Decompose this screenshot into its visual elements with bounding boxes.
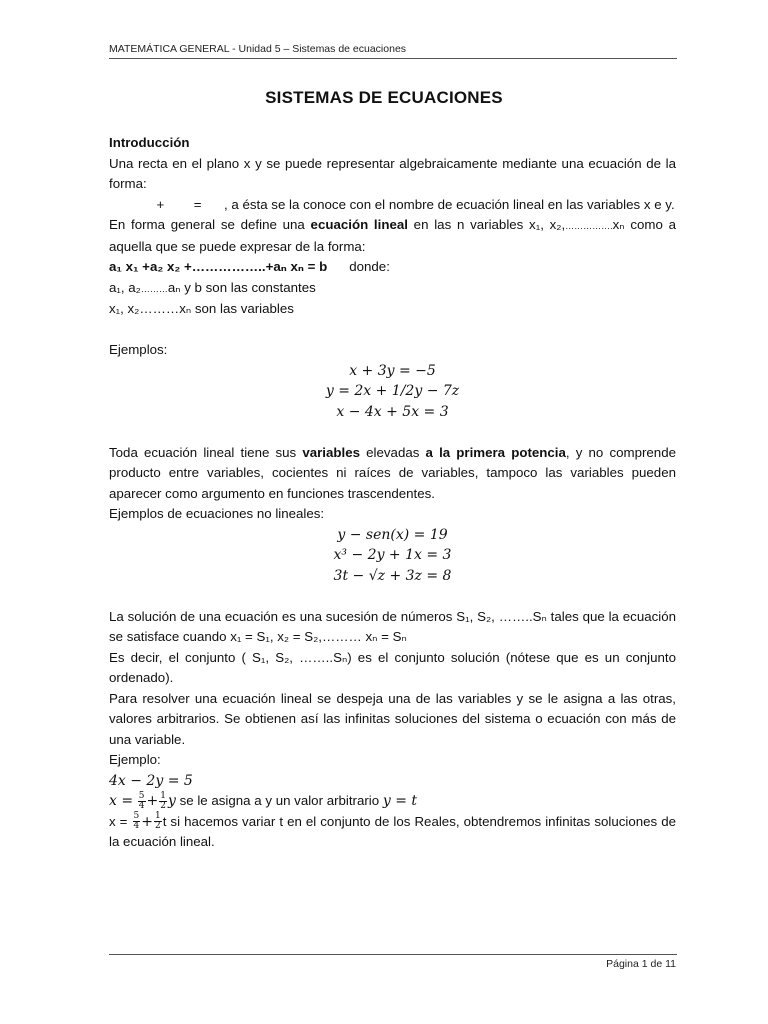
example-solution-line-1: x = $\frac{5}{4}$ + $\frac{1}{2}$ y se le asigna a y un valor arbitrario y = t — [109, 790, 418, 811]
examples-heading: Ejemplos: — [109, 342, 168, 357]
fraction-one-half: $\frac{1}{2}$ — [160, 790, 166, 811]
fraction-one-half: $\frac{1}{2}$ — [154, 811, 161, 832]
linear-form-line: + = , a ésta se la conoce con el nombre de ecuación lineal en las variables x e y. — [156, 196, 675, 212]
solution-paragraph-3: Para resolver una ecuación lineal se despeja una de las variables y se le asigna a las otras, valores arbitrarios. Se obtienen así las infinitas soluciones del sistema o ecuación con más de una variable. — [109, 690, 676, 747]
general-definition-paragraph: En forma general se define una ecuación lineal en las n variables x₁, x₂,…………….xₙ como a aquella que se puede expresar de la forma: — [109, 217, 677, 254]
nonlinear-equation-3: 3t − √z + 3z = 8 — [333, 567, 452, 584]
fraction-five-fourths: $\frac{5}{4}$ — [133, 811, 140, 832]
example-equation-1: x + 3y = −5 — [349, 362, 436, 379]
example-heading: Ejemplo: — [109, 752, 161, 767]
linear-definition-paragraph: Toda ecuación lineal tiene sus variables elevadas a la primera potencia, y no comprende producto entre variables, cocientes ni raíces de variables, tampoco las variables pueden aparecer como argumento en funciones trascendentes. — [109, 444, 676, 501]
example-equation-2: y = 2x + 1/2y − 7z — [325, 383, 460, 399]
nonlinear-heading: Ejemplos de ecuaciones no lineales: — [109, 506, 325, 521]
page-header: MATEMÁTICA GENERAL - Unidad 5 – Sistemas de ecuaciones — [109, 43, 677, 59]
example-equation-3: x − 4x + 5x = 3 — [336, 403, 449, 420]
section-heading-intro: Introducción — [109, 135, 190, 150]
example-equation: 4x − 2y = 5 — [109, 772, 193, 789]
solution-paragraph-1: La solución de una ecuación es una sucesión de números S₁, S₂, ……..Sₙ tales que la ecuación se satisface cuando x₁ = S₁, x₂ = S₂,……… xₙ = Sₙ — [109, 608, 676, 644]
constants-line: a₁, a₂………aₙ y b son las constantes — [109, 279, 316, 295]
intro-paragraph: Una recta en el plano x y se puede representar algebraicamente mediante una ecuación de la forma: — [109, 155, 676, 191]
document-title: SISTEMAS DE ECUACIONES — [265, 88, 503, 107]
document-body — [109, 133, 676, 853]
page-number: Página 1 de 11 — [606, 958, 676, 970]
nonlinear-equation-1: y − sen(x) = 19 — [337, 526, 448, 543]
variables-line: x₁, x₂………xₙ son las variables — [109, 301, 294, 316]
general-form-equation: a₁ x₁ +a₂ x₂ +……………..+aₙ xₙ = b donde: — [109, 259, 390, 274]
example-solution-line-2: x = $\frac{5}{4}$ + $\frac{1}{2}$ t si hacemos variar t en el conjunto de los Reales, obtendremos infinitas soluciones de la ecuación lineal. — [109, 811, 677, 849]
footer-divider — [109, 954, 677, 955]
nonlinear-equation-2: x³ − 2y + 1x = 3 — [333, 547, 452, 563]
solution-paragraph-2: Es decir, el conjunto ( S₁, S₂, ……..Sₙ) es el conjunto solución (nótese que es un conjunto ordenado). — [109, 649, 676, 685]
fraction-five-fourths: $\frac{5}{4}$ — [138, 790, 145, 811]
